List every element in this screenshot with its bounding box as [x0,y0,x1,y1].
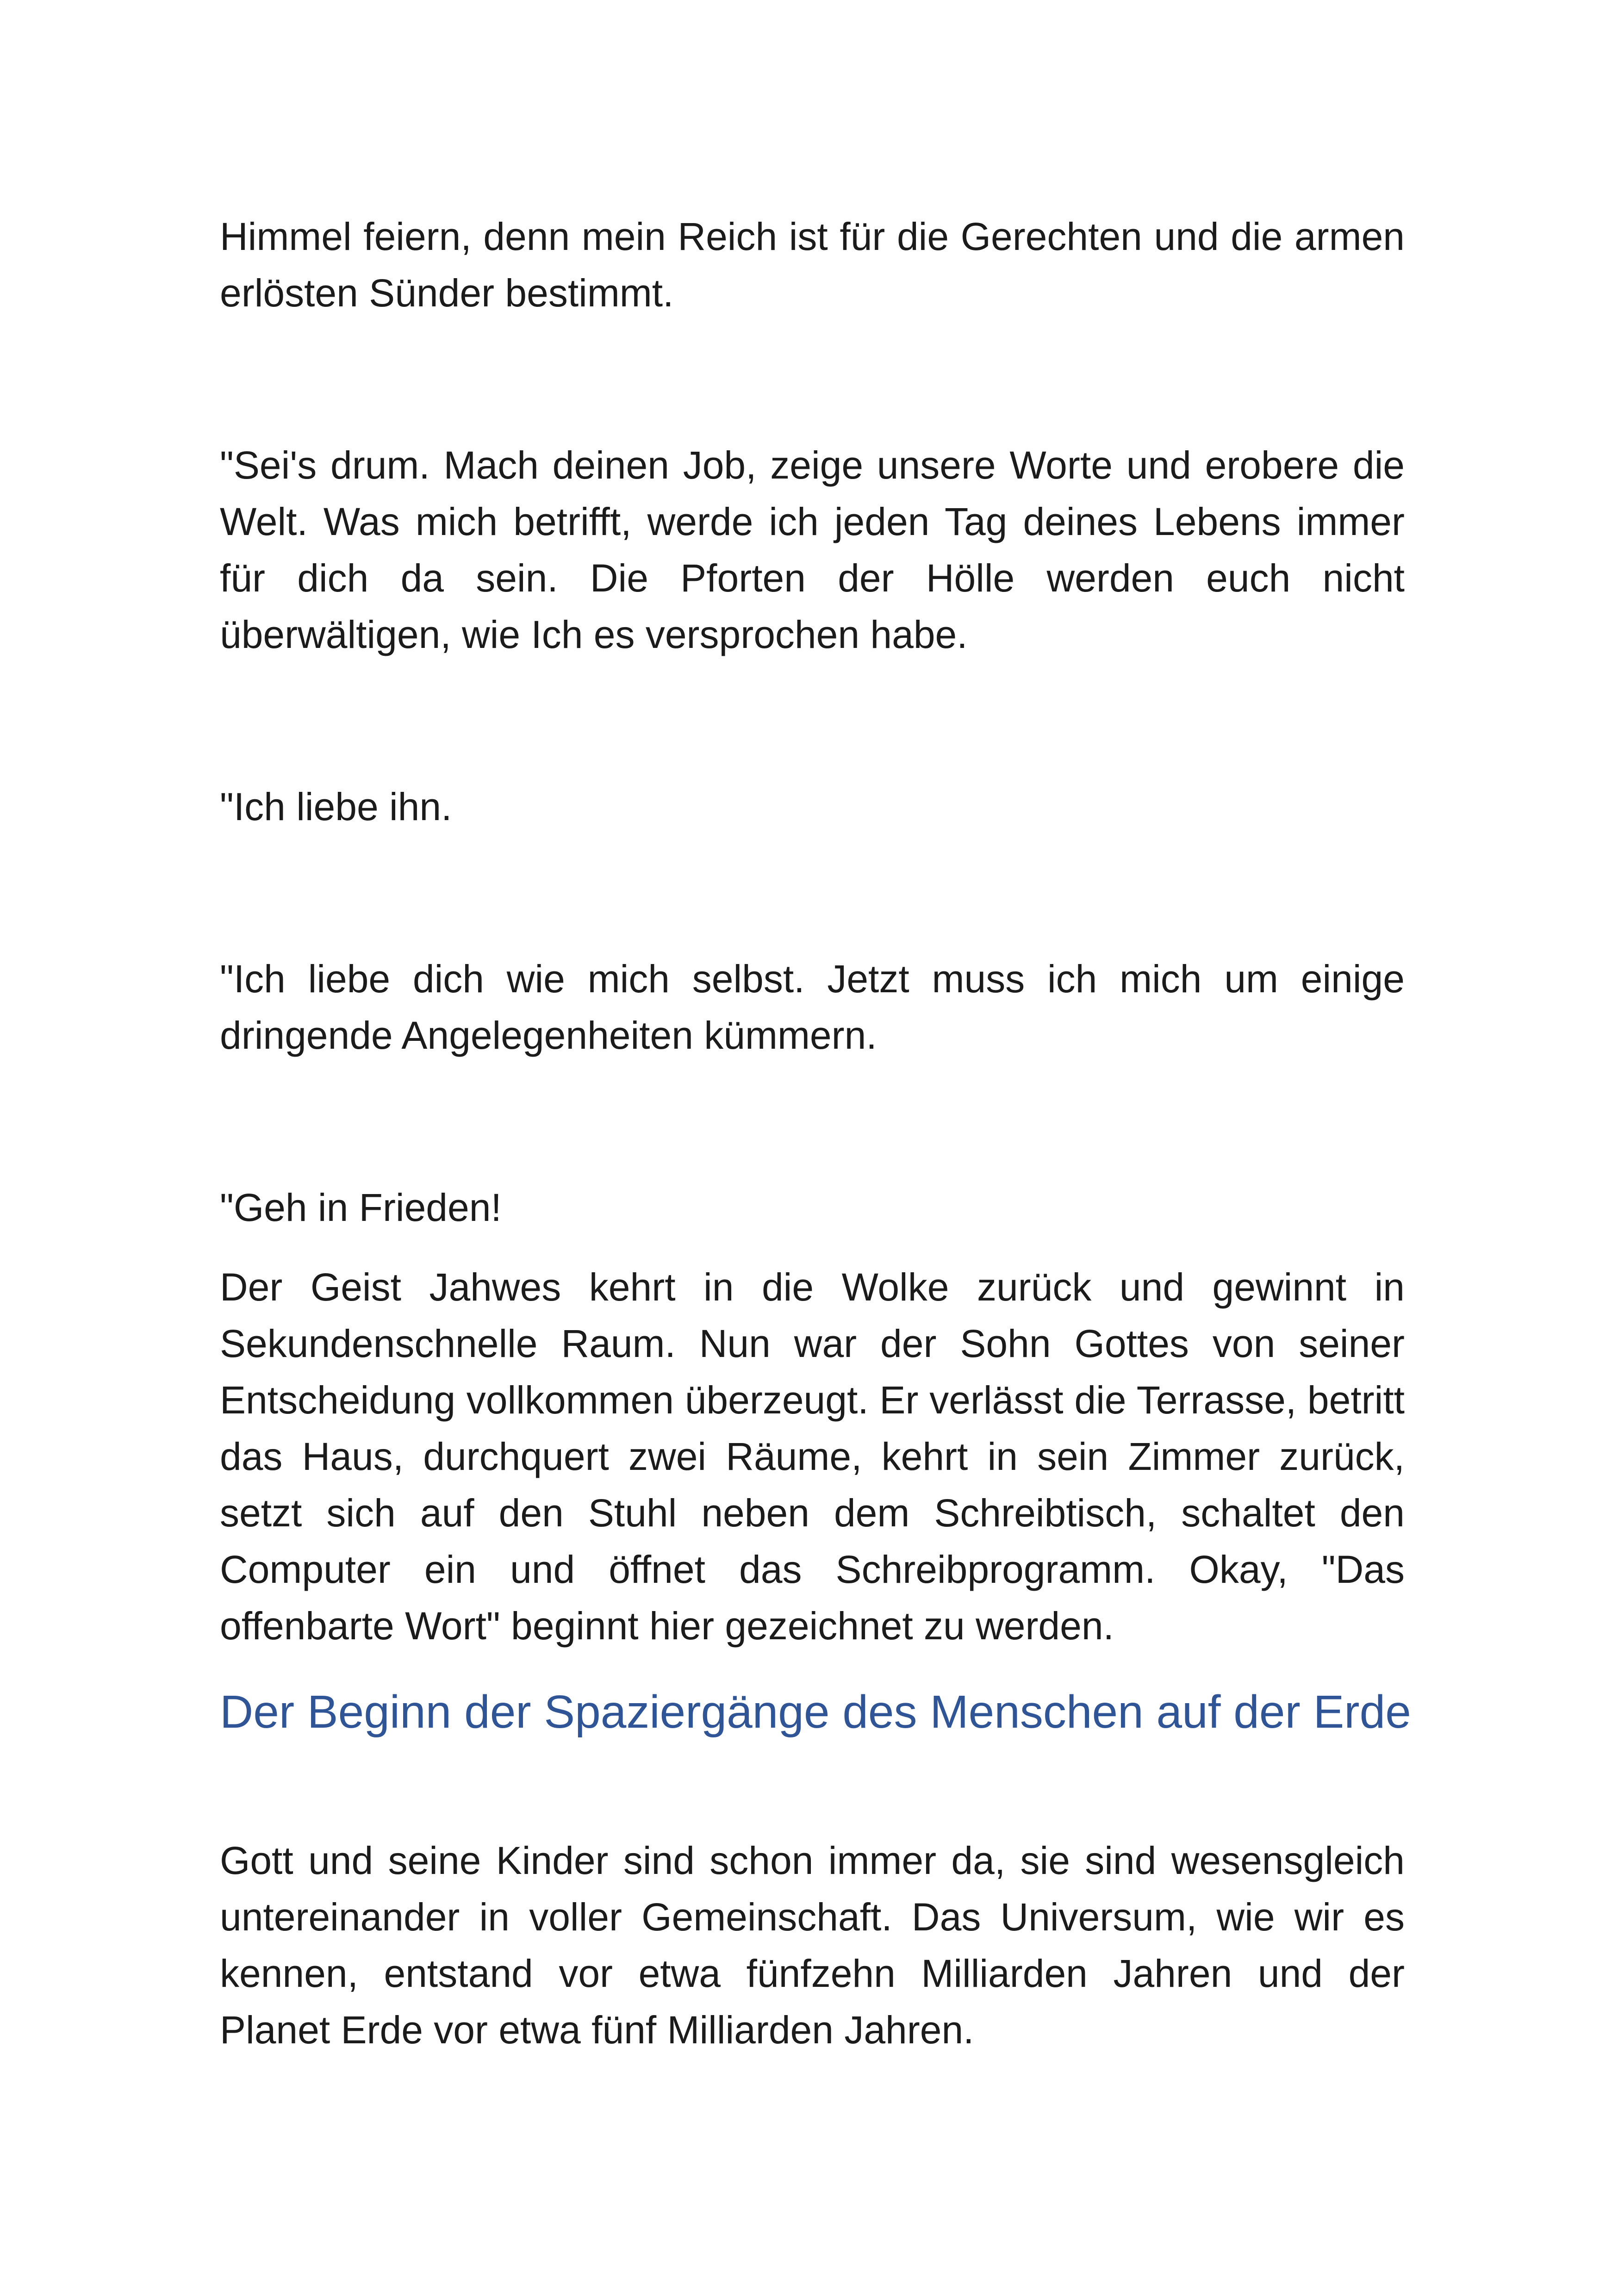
paragraph-5: "Geh in Frieden! [220,1186,502,1229]
document-body [220,208,1411,2058]
paragraph-4: "Ich liebe dich wie mich selbst. Jetzt muss ich mich um einige dringende Angelegenheiten kümmern. [220,957,1405,1057]
paragraph-spacer [220,321,1405,437]
heading-spacer [220,1742,1405,1832]
paragraph-2: "Sei's drum. Mach deinen Job, zeige unsere Worte und erobere die Welt. Was mich betrifft, werde ich jeden Tag deines Lebens immer für dich da sein. Die Pforten der Hölle werden euch nicht überwältigen, wie Ich es versprochen habe. [220,443,1405,656]
paragraph-spacer [220,835,1405,951]
paragraph-spacer [220,1236,1405,1259]
section-heading: Der Beginn der Spaziergänge des Menschen auf der Erde [220,1686,1411,1738]
paragraph-spacer [220,663,1405,778]
paragraph-3: "Ich liebe ihn. [220,785,452,828]
paragraph-spacer [220,1064,1405,1179]
paragraph-6: Der Geist Jahwes kehrt in die Wolke zurück und gewinnt in Sekundenschnelle Raum. Nun war der Sohn Gottes von seiner Entscheidung vollkommen überzeugt. Er verlässt die Terrasse, betritt das Haus, durchquert zwei Räume, kehrt in sein Zimmer zurück, setzt sich auf den Stuhl neben dem Schreibtisch, schaltet den Computer ein und öffnet das Schreibprogramm. Okay, "Das offenbarte Wort" beginnt hier gezeichnet zu werden. [220,1265,1405,1648]
paragraph-7: Gott und seine Kinder sind schon immer da, sie sind wesensgleich untereinander in voller Gemeinschaft. Das Universum, wie wir es kennen, entstand vor etwa fünfzehn Milliarden Jahren und der Planet Erde vor etwa fünf Milliarden Jahren. [220,1839,1405,2052]
heading-spacer [220,1654,1405,1682]
paragraph-1: Himmel feiern, denn mein Reich ist für die Gerechten und die armen erlösten Sünder bestimmt. [220,215,1405,315]
